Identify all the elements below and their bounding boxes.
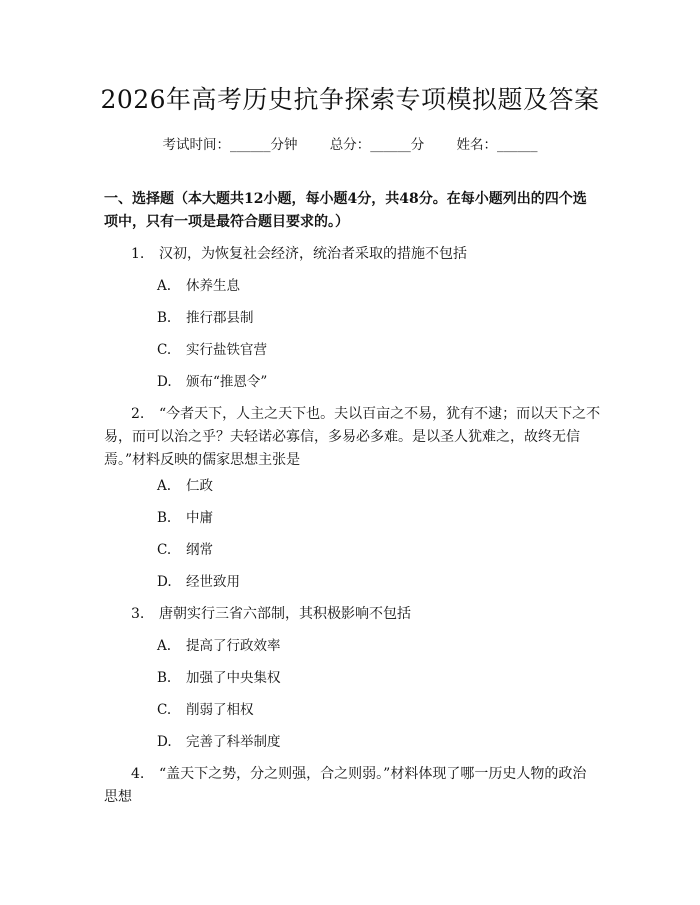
option-text: 完善了科举制度 [186,734,281,750]
option-letter: D. [157,374,172,390]
question-1-option-d [157,371,267,393]
question-3-stem [131,603,411,626]
question-2-option-d [157,571,240,593]
option-letter: B. [157,670,172,686]
option-letter: A. [157,638,172,654]
total-score-field: 总分：______分 [329,137,425,153]
option-text: 加强了中央集权 [186,670,281,686]
option-text: 仁政 [186,478,213,494]
option-text: 推行郡县制 [186,310,254,326]
option-letter: C. [157,542,172,558]
option-letter: A. [157,478,172,494]
exam-time-field: 考试时间：______分钟 [162,137,298,153]
option-letter: D. [157,574,172,590]
question-3-option-a [157,635,281,657]
option-letter: D. [157,734,172,750]
option-letter: B. [157,310,172,326]
question-3-option-d [157,731,281,753]
question-4-stem-line-2: 思想 [104,789,132,805]
question-text: 唐朝实行三省六部制，其积极影响不包括 [159,606,411,622]
option-letter: C. [157,702,172,718]
question-number: 3. [131,606,145,622]
option-text: 实行盐铁官营 [186,342,267,358]
section-heading-line-1: 一、选择题（本大题共12小题，每小题4分，共48分。在每小题列出的四个选 [104,191,587,207]
exam-info-line [0,133,700,153]
option-letter: A. [157,278,172,294]
option-letter: C. [157,342,172,358]
question-2-stem-line-3: 焉。”材料反映的儒家思想主张是 [104,452,301,468]
option-text: 削弱了相权 [186,702,254,718]
question-2-stem-line-2: 易，而可以治之乎？夫轻诺必寡信，多易必多难。是以圣人犹难之，故终无信 [104,429,580,445]
section-heading [104,188,604,234]
option-letter: B. [157,510,172,526]
question-3-option-b [157,667,281,689]
question-2-option-b [157,507,213,529]
question-4-stem-line-1 [131,763,586,786]
question-1-option-b [157,307,254,329]
question-3-option-c [157,699,254,721]
question-2-option-c [157,539,213,561]
question-1-option-c [157,339,267,361]
option-text: 经世致用 [186,574,240,590]
question-text: “今者天下，人主之天下也。夫以百亩之不易，犹有不逮；而以天下之不 [159,406,601,422]
page-title: 2026年高考历史抗争探索专项模拟题及答案 [100,85,600,114]
question-number: 4. [131,766,145,782]
question-2-option-a [157,475,213,497]
student-name-field: 姓名：______ [456,137,538,153]
question-1-stem [131,243,467,266]
question-1-option-a [157,275,240,297]
question-text: “盖天下之势，分之则强，合之则弱。”材料体现了哪一历史人物的政治 [159,766,587,782]
question-text: 汉初，为恢复社会经济，统治者采取的措施不包括 [159,246,467,262]
section-heading-line-2: 项中，只有一项是最符合题目要求的。） [104,214,349,230]
option-text: 纲常 [186,542,213,558]
option-text: 休养生息 [186,278,240,294]
question-number: 2. [131,406,145,422]
question-2-stem-line-1 [131,403,600,426]
option-text: 提高了行政效率 [186,638,281,654]
option-text: 颁布“推恩令” [186,374,268,390]
option-text: 中庸 [186,510,213,526]
question-number: 1. [131,246,145,262]
